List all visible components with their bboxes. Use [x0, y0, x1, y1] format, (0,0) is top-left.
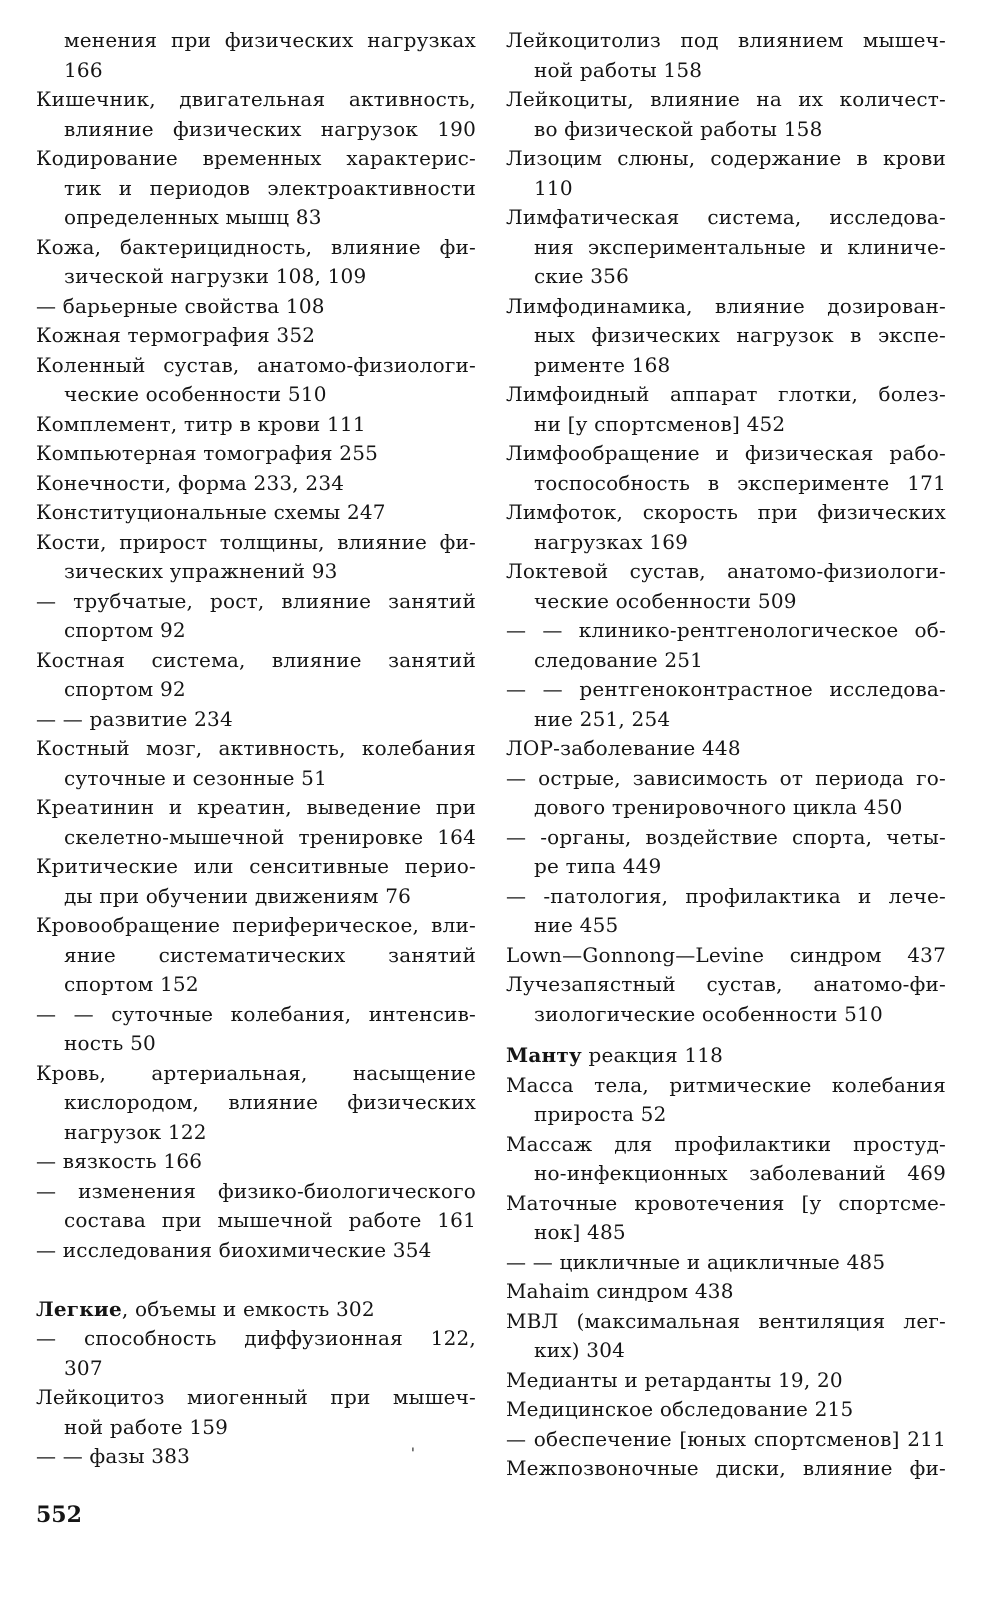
index-entry-line: Критические или сенситивные перио- [36, 854, 476, 878]
index-entry-continuation: состава при мышечной работе 161 [64, 1208, 476, 1232]
index-entry-continuation: ной работе 159 [64, 1414, 229, 1439]
index-entry-line: Межпозвоночные диски, влияние фи- [506, 1456, 946, 1480]
index-entry-continuation: 166 [64, 57, 103, 82]
index-entry-line: Лимфоток, скорость при физических [506, 500, 946, 524]
index-entry-line: Лейкоцитоз миогенный при мышеч- [36, 1385, 476, 1409]
index-entry-line: Локтевой сустав, анатомо-физиологи- [506, 559, 946, 583]
section-headword: Манту [506, 1043, 582, 1067]
index-entry-line: — — цикличные и ацикличные 485 [506, 1249, 886, 1274]
index-entry-line: Лимфоидный аппарат глотки, болез- [506, 382, 946, 406]
index-entry-continuation: следование 251 [534, 647, 704, 672]
index-entry-line: — исследования биохимические 354 [36, 1237, 432, 1262]
section-headword: Легкие [36, 1296, 122, 1321]
index-entry-line: — — суточные колебания, интенсив- [36, 1001, 476, 1026]
index-entry-line: Костный мозг, активность, колебания [36, 736, 476, 760]
index-entry-continuation: но-инфекционных заболеваний 469 [534, 1161, 946, 1185]
index-entry-line: Mahaim синдром 438 [506, 1279, 734, 1303]
index-entry-continuation: 307 [64, 1355, 103, 1380]
index-entry-continuation: ких) 304 [534, 1338, 626, 1362]
index-entry-continuation: ных физических нагрузок в экспе- [534, 323, 946, 347]
index-entry-line: Манту реакция 118 [506, 1043, 724, 1067]
index-entry-continuation: кислородом, влияние физических [64, 1090, 476, 1114]
index-entry-line: МВЛ (максимальная вентиляция лег- [506, 1308, 946, 1333]
index-entry-line: — трубчатые, рост, влияние занятий [36, 588, 476, 613]
index-entry-line: Лейкоцитолиз под влиянием мышеч- [506, 28, 946, 52]
index-entry-line: — — развитие 234 [36, 706, 233, 731]
index-entry-continuation: спортом 92 [64, 618, 186, 642]
index-entry-line: Кости, прирост толщины, влияние фи- [36, 529, 476, 554]
index-entry-continuation: тоспособность в эксперименте 171 [534, 470, 946, 495]
index-entry-line: Кожная термография 352 [36, 323, 316, 347]
index-entry-line: — -органы, воздействие спорта, четы- [506, 824, 946, 849]
index-entry-line: Лимфодинамика, влияние дозирован- [506, 293, 946, 318]
index-entry-line: Лейкоциты, влияние на их количест- [506, 87, 946, 111]
index-entry-line: Медианты и ретарданты 19, 20 [506, 1367, 843, 1392]
index-entry-continuation: влияние физических нагрузок 190 [64, 116, 476, 141]
index-entry-continuation: тик и периодов электроактивности [64, 175, 476, 200]
index-entry-continuation: ния экспериментальные и клиниче- [534, 234, 946, 259]
index-entry-continuation: зической нагрузки 108, 109 [64, 264, 367, 288]
index-entry-line: Кишечник, двигательная активность, [36, 87, 476, 111]
index-entry-continuation: ре типа 449 [534, 854, 662, 878]
index-entry-continuation: суточные и сезонные 51 [64, 765, 328, 790]
index-entry-continuation: спортом 92 [64, 677, 186, 701]
index-entry-continuation: нок] 485 [534, 1220, 626, 1244]
index-entry-continuation: зических упражнений 93 [64, 559, 338, 583]
index-entry-line: Конечности, форма 233, 234 [36, 470, 345, 495]
index-entry-continuation: скелетно-мышечной тренировке 164 [64, 824, 476, 849]
index-entry-continuation: яние систематических занятий [64, 942, 476, 967]
index-entry-continuation: ские 356 [534, 264, 629, 288]
index-entry-continuation: спортом 152 [64, 972, 199, 996]
index-entry-line: Маточные кровотечения [у спортсме- [506, 1190, 946, 1215]
index-entry-continuation: определенных мышц 83 [64, 205, 322, 229]
index-entry-continuation: зиологические особенности 510 [534, 1001, 883, 1026]
index-entry-line: Кодирование временных характерис- [36, 146, 476, 170]
index-entry-line: — — рентгеноконтрастное исследова- [506, 677, 946, 701]
index-entry-line: — -патология, профилактика и лече- [506, 883, 946, 908]
index-entry-line: Комплемент, титр в крови 111 [36, 411, 366, 436]
print-speck: ' [411, 1446, 415, 1462]
index-entry-continuation: ни [у спортсменов] 452 [534, 411, 786, 436]
index-entry-line: — — фазы 383 [36, 1444, 191, 1468]
index-entry-line: — — клинико-рентгенологическое об- [506, 618, 946, 642]
index-entry-line: — изменения физико-биологического [36, 1178, 476, 1203]
index-entry-continuation: ческие особенности 510 [64, 382, 327, 406]
index-entry-continuation: нагрузках 169 [534, 529, 689, 554]
index-entry-line: Коленный сустав, анатомо-физиологи- [36, 352, 476, 377]
index-entry-continuation: 110 [534, 175, 573, 200]
section-gap [36, 1265, 476, 1295]
index-entry-line: Креатинин и креатин, выведение при [36, 795, 476, 819]
index-entry-continuation: ной работы 158 [534, 57, 703, 82]
left-column [36, 26, 476, 1472]
section-gap [506, 1029, 946, 1041]
index-entry-continuation: прироста 52 [534, 1102, 667, 1126]
index-entry-line: — обеспечение [юных спортсменов] 211 [506, 1426, 946, 1451]
index-entry-continuation: ние 455 [534, 913, 619, 937]
index-entry-continuation: менения при физических нагрузках [64, 28, 476, 52]
index-entry-line: Кровообращение периферическое, вли- [36, 913, 476, 937]
index-entry-continuation: ческие особенности 509 [534, 588, 797, 613]
index-entry-continuation: ние 251, 254 [534, 706, 671, 731]
index-entry-line: Компьютерная томография 255 [36, 441, 379, 465]
index-entry-line: Лучезапястный сустав, анатомо-фи- [506, 972, 946, 996]
index-entry-line: Костная система, влияние занятий [36, 647, 476, 672]
index-entry-continuation: ды при обучении движениям 76 [64, 883, 412, 908]
index-entry-line: Конституциональные схемы 247 [36, 500, 386, 524]
index-entry-line: Масса тела, ритмические колебания [506, 1072, 946, 1097]
index-entry-line: Лизоцим слюны, содержание в крови [506, 146, 946, 170]
index-entry-continuation: во физической работы 158 [534, 116, 823, 141]
index-entry-line: Массаж для профилактики простуд- [506, 1131, 946, 1156]
page-number: 552 [36, 1502, 82, 1528]
index-entry-line: Кровь, артериальная, насыщение [36, 1060, 476, 1085]
index-entry-continuation: рименте 168 [534, 352, 671, 377]
index-entry-continuation: ность 50 [64, 1031, 156, 1055]
right-column [506, 26, 946, 1484]
index-entry-line: Лимфатическая система, исследова- [506, 205, 946, 229]
index-entry-line: ЛОР-заболевание 448 [506, 736, 741, 760]
index-entry-continuation: дового тренировочного цикла 450 [534, 795, 903, 819]
index-entry-line: — острые, зависимость от периода го- [506, 765, 946, 790]
index-entry-line: Лимфообращение и физическая рабо- [506, 441, 946, 465]
index-entry-line: Lown—Gonnong—Levine синдром 437 [506, 942, 946, 967]
index-entry-line: Кожа, бактерицидность, влияние фи- [36, 234, 476, 259]
index-entry-continuation: нагрузок 122 [64, 1119, 207, 1144]
index-entry-line: — барьерные свойства 108 [36, 293, 325, 318]
index-entry-line: — способность диффузионная 122, [36, 1326, 476, 1350]
index-entry-line: Легкие, объемы и емкость 302 [36, 1296, 375, 1321]
index-entry-line: — вязкость 166 [36, 1149, 203, 1173]
index-entry-line: Медицинское обследование 215 [506, 1397, 854, 1421]
